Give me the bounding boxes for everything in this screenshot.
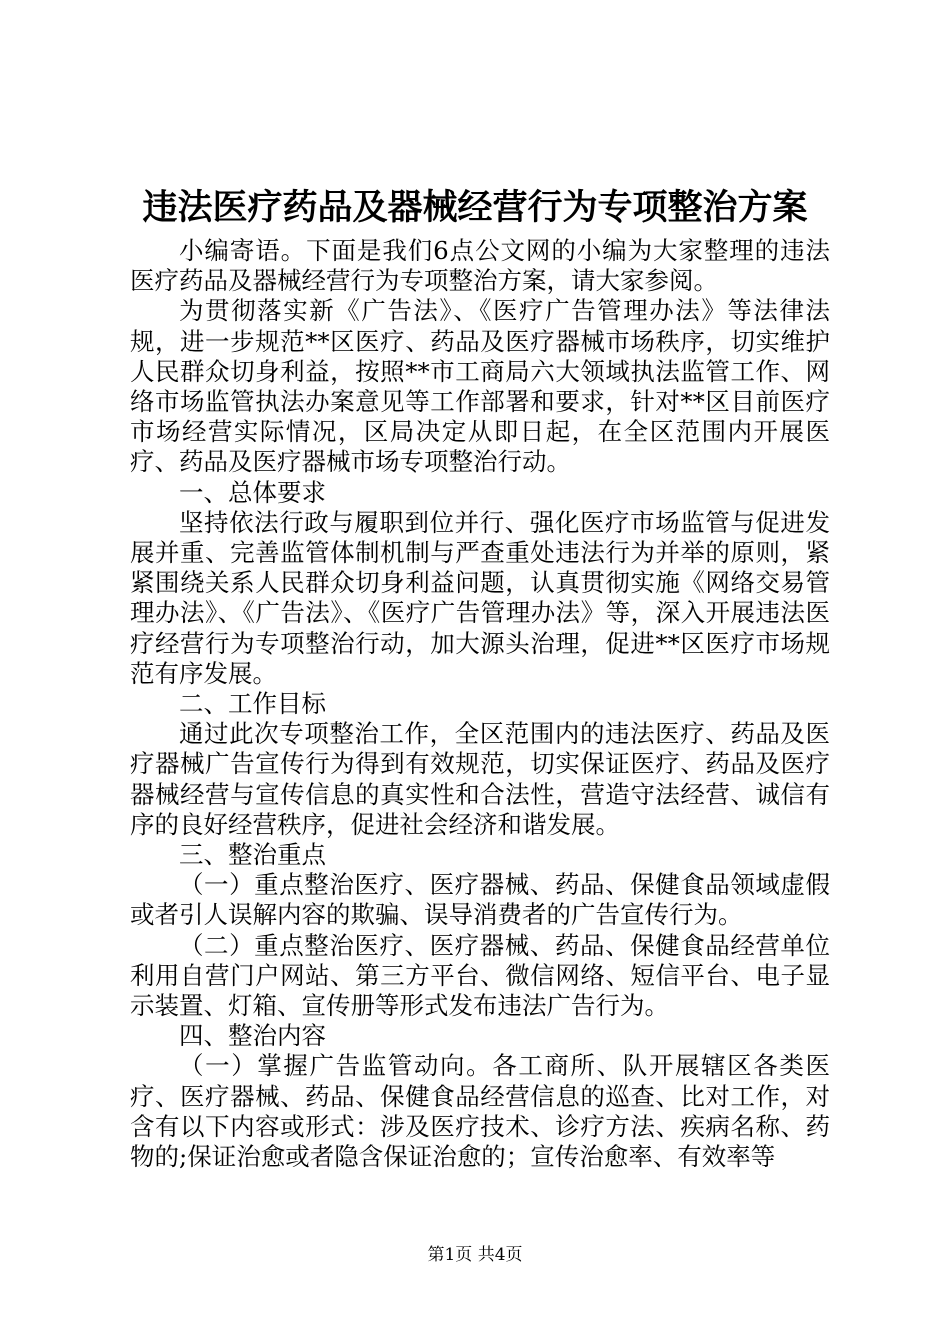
document-body xyxy=(130,236,830,1172)
requirements-paragraph: 坚持依法行政与履职到位并行、强化医疗市场监管与促进发展并重、完善监管体制机制与严查重处违法行为并举的原则，紧紧围绕关系人民群众切身利益问题，认真贯彻实施《网络交易管理办法》、《广告法》、《医疗广告管理办法》等，深入开展违法医疗经营行为专项整治行动，加大源头治理，促进**区医疗市场规范有序发展。 xyxy=(130,507,830,688)
section-heading: 三、整治重点 xyxy=(179,840,326,870)
section-heading: 二、工作目标 xyxy=(179,689,326,719)
section-heading: 一、总体要求 xyxy=(179,477,326,507)
goals-paragraph: 通过此次专项整治工作，全区范围内的违法医疗、药品及医疗器械广告宣传行为得到有效规范，切实保证医疗、药品及医疗器械经营与宣传信息的真实性和合法性，营造守法经营、诚信有序的良好经营秩序，促进社会经济和谐发展。 xyxy=(130,719,830,839)
focus-item-paragraph: （二）重点整治医疗、医疗器械、药品、保健食品经营单位利用自营门户网站、第三方平台、微信网络、短信平台、电子显示装置、灯箱、宣传册等形式发布违法广告行为。 xyxy=(130,930,830,1021)
content-item-paragraph: （一）掌握广告监管动向。各工商所、队开展辖区各类医疗、医疗器械、药品、保健食品经营信息的巡查、比对工作，对含有以下内容或形式：涉及医疗技术、诊疗方法、疾病名称、药物的;保证治愈或者隐含保证治愈的；宣传治愈率、有效率等 xyxy=(130,1051,830,1172)
document-title: 违法医疗药品及器械经营行为专项整治方案 xyxy=(142,187,808,228)
purpose-paragraph: 为贯彻落实新《广告法》、《医疗广告管理办法》等法律法规，进一步规范**区医疗、药品及医疗器械市场秩序，切实维护人民群众切身利益，按照**市工商局六大领域执法监管工作、网络市场监管执法办案意见等工作部署和要求，针对**区目前医疗市场经营实际情况，区局决定从即日起，在全区范围内开展医疗、药品及医疗器械市场专项整治行动。 xyxy=(130,296,830,477)
focus-item-paragraph: （一）重点整治医疗、医疗器械、药品、保健食品领域虚假或者引人误解内容的欺骗、误导消费者的广告宣传行为。 xyxy=(130,870,830,930)
page-footer: 第1页 共4页 xyxy=(427,1245,523,1265)
intro-paragraph: 小编寄语。下面是我们6点公文网的小编为大家整理的违法医疗药品及器械经营行为专项整治方案，请大家参阅。 xyxy=(130,236,830,296)
section-heading: 四、整治内容 xyxy=(179,1021,326,1051)
